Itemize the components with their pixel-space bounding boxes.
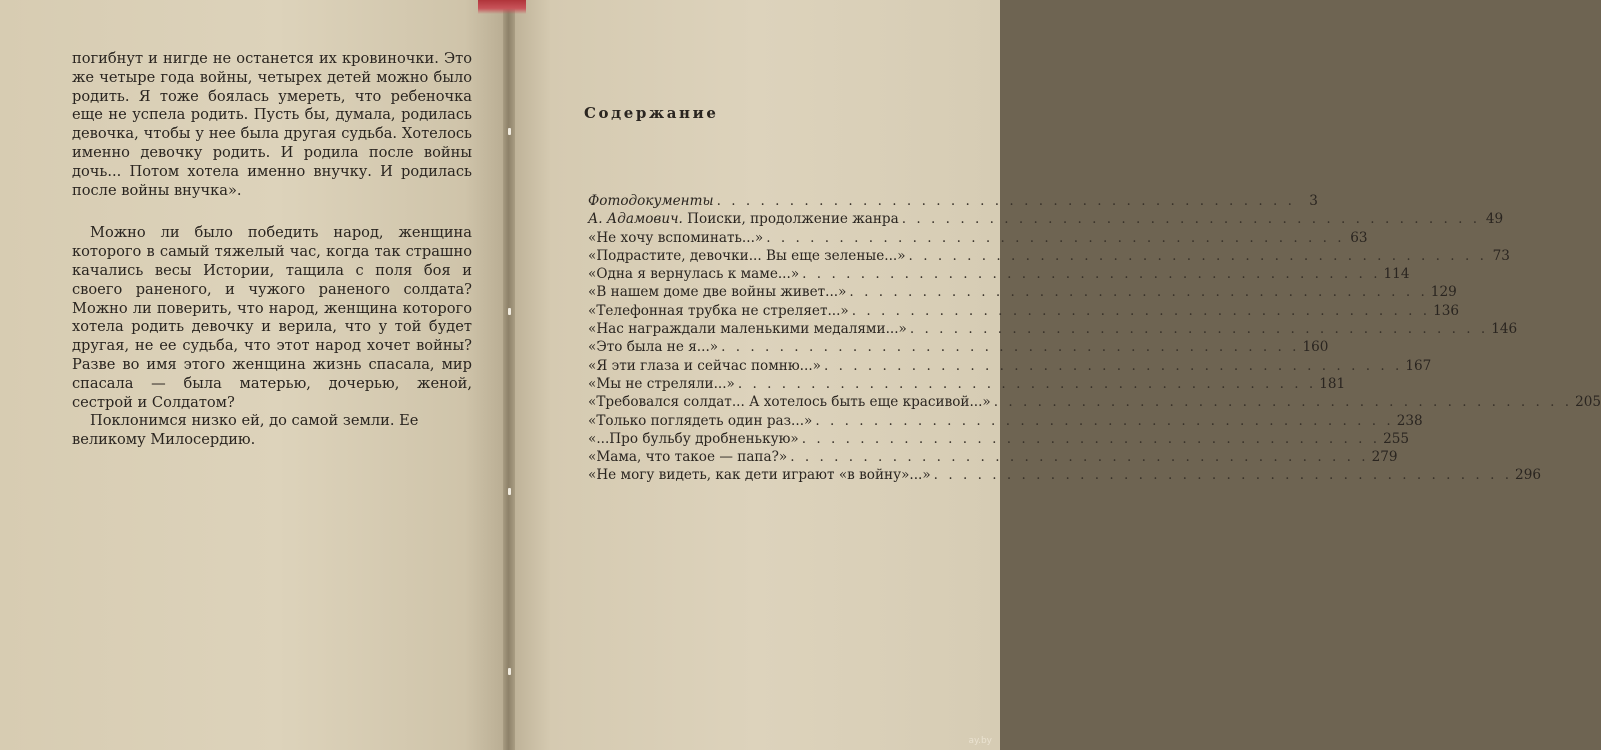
toc-entry-title: «Мама, что такое — папа?» [588, 449, 788, 466]
toc-leader-dots: . . . . . . . . . . . . . . . . . . . . . . . . . . . . . . . . . . . . . . . . [815, 412, 1394, 429]
toc-leader-dots: . . . . . . . . . . . . . . . . . . . . . . . . . . . . . . . . . . . . . . . . [766, 229, 1345, 246]
toc-page-number: 160 [1302, 339, 1329, 356]
binding-stitch [508, 308, 511, 315]
toc-page-number: 255 [1383, 430, 1410, 447]
toc-entry [588, 412, 1423, 430]
table-of-contents [588, 192, 1601, 485]
toc-page-number: 181 [1319, 375, 1346, 392]
toc-entry-title: «...Про бульбу дробненькую» [588, 430, 799, 447]
toc-entry-title [588, 210, 899, 228]
toc-entry-title: «Подрастите, девочки... Вы еще зеленые...» [588, 247, 906, 264]
red-spine-edge [478, 0, 526, 14]
toc-page-number: 136 [1433, 302, 1460, 319]
toc-page-number: 129 [1430, 284, 1457, 301]
binding-stitch [508, 128, 511, 135]
toc-page-number: 73 [1492, 247, 1510, 264]
toc-entry-title: «Только поглядеть один раз...» [588, 412, 813, 429]
toc-entry-title: «Мы не стреляли...» [588, 375, 735, 392]
toc-entry [588, 375, 1346, 393]
toc-leader-dots: . . . . . . . . . . . . . . . . . . . . . . . . . . . . . . . . . . . . . . . . [790, 449, 1369, 466]
toc-entry [588, 210, 1504, 228]
toc-leader-dots: . . . . . . . . . . . . . . . . . . . . . . . . . . . . . . . . . . . . . . . . [993, 394, 1573, 411]
toc-entry [588, 466, 1541, 484]
toc-leader-dots: . . . . . . . . . . . . . . . . . . . . . . . . . . . . . . . . . . . . . . . . [737, 375, 1317, 392]
toc-entry-title-text: Поиски, продолжение жанра [682, 211, 899, 228]
toc-entry [588, 338, 1329, 356]
toc-entry-title: «Требовался солдат... А хотелось быть еще красивой...» [588, 394, 991, 411]
toc-leader-dots: . . . . . . . . . . . . . . . . . . . . . . . . . . . . . . . . . . . . . . . . [721, 339, 1300, 356]
toc-page-number: 63 [1350, 229, 1368, 246]
toc-entry-title: «Не могу видеть, как дети играют «в войну»...» [588, 467, 931, 484]
toc-page-number: 238 [1396, 412, 1423, 429]
toc-entry [588, 192, 1318, 210]
paragraph-closing: Поклонимся низко ей, до самой земли. Ее великому Милосердию. [72, 412, 419, 449]
toc-leader-dots: . . . . . . . . . . . . . . . . . . . . . . . . . . . . . . . . . . . . . . . . [901, 211, 1481, 228]
toc-entry [588, 265, 1410, 283]
toc-leader-dots: . . . . . . . . . . . . . . . . . . . . . . . . . . . . . . . . . . . . . . . . [823, 357, 1403, 374]
toc-entry-title: «Я эти глаза и сейчас помню...» [588, 357, 821, 374]
toc-entry-title: «Одна я вернулась к маме...» [588, 266, 800, 283]
toc-entry-title: «Это была не я...» [588, 339, 719, 356]
toc-entry-title: «Нас награждали маленькими медалями...» [588, 321, 907, 338]
toc-entry [588, 393, 1601, 411]
toc-page-number: 205 [1575, 394, 1601, 411]
toc-page-number: 3 [1309, 193, 1318, 209]
toc-entry-author: А. Адамович. [588, 211, 683, 228]
toc-entry [588, 247, 1510, 265]
toc-entry [588, 283, 1457, 301]
toc-page-number: 146 [1491, 321, 1518, 338]
toc-leader-dots: . . . . . . . . . . . . . . . . . . . . . . . . . . . . . . . . . . . . . . . . [801, 430, 1381, 447]
toc-leader-dots: . . . . . . . . . . . . . . . . . . . . . . . . . . . . . . . . . . . . . . . . [851, 302, 1431, 319]
toc-page-number: 167 [1405, 357, 1432, 374]
toc-entry-title: Фотодокументы [588, 193, 714, 209]
toc-entry [588, 357, 1432, 375]
binding-stitch [508, 488, 511, 495]
toc-leader-dots: . . . . . . . . . . . . . . . . . . . . . . . . . . . . . . . . . . . . . . . . [908, 247, 1487, 264]
toc-entry [588, 302, 1460, 320]
toc-entry [588, 229, 1368, 247]
toc-entry [588, 448, 1398, 466]
book-gutter [503, 0, 515, 750]
watermark: ay.by [968, 736, 992, 746]
toc-leader-dots: . . . . . . . . . . . . . . . . . . . . . . . . . . . . . . . . . . . . . . . . [849, 284, 1428, 301]
paragraph-continuation: погибнут и нигде не останется их кровиночки. Это же четыре года войны, четырех детей можно было родить. Я тоже боялась умереть, что ребеночка еще не успела родить. Пусть бы, думала, родилась девочка, чтобы у нее была другая судьба. Хотелось именно девочку родить. И родила после войны дочь... Потом хотела именно внучку. И родилась после войны внучка». [72, 50, 472, 199]
toc-leader-dots: . . . . . . . . . . . . . . . . . . . . . . . . . . . . . . . . . . . . . . . . [909, 321, 1489, 338]
binding-stitch [508, 668, 511, 675]
toc-entry-title: «Телефонная трубка не стреляет...» [588, 302, 849, 319]
toc-page-number: 114 [1383, 266, 1410, 283]
toc-entry-title: «В нашем доме две войны живет...» [588, 284, 847, 301]
toc-leader-dots: . . . . . . . . . . . . . . . . . . . . . . . . . . . . . . . . . . . . . . . . [716, 193, 1295, 209]
toc-leader-dots: . . . . . . . . . . . . . . . . . . . . . . . . . . . . . . . . . . . . . . . . [933, 467, 1513, 484]
toc-page-number: 296 [1515, 467, 1541, 484]
toc-heading: Содержание [584, 104, 719, 122]
left-page-text [72, 50, 472, 450]
toc-entry [588, 430, 1410, 448]
paragraph-question: Можно ли было победить народ, женщина которого в самый тяжелый час, когда так страшно качались весы Истории, тащила с поля боя и своего раненого, и чужого раненого солдата? Можно ли поверить, что народ, женщина которого хотела родить девочку и верила, что у той будет другая, не ее судьба, что этот народ хочет войны? Разве во имя этого женщина жизнь спасала, мир спасала — была матерью, дочерью, женой, сестрой и Солдатом? [72, 224, 472, 411]
toc-page-number: 279 [1371, 449, 1398, 466]
toc-page-number: 49 [1485, 211, 1504, 228]
toc-leader-dots: . . . . . . . . . . . . . . . . . . . . . . . . . . . . . . . . . . . . . . . . [802, 266, 1381, 283]
toc-entry [588, 320, 1518, 338]
toc-entry-title: «Не хочу вспоминать...» [588, 229, 764, 246]
